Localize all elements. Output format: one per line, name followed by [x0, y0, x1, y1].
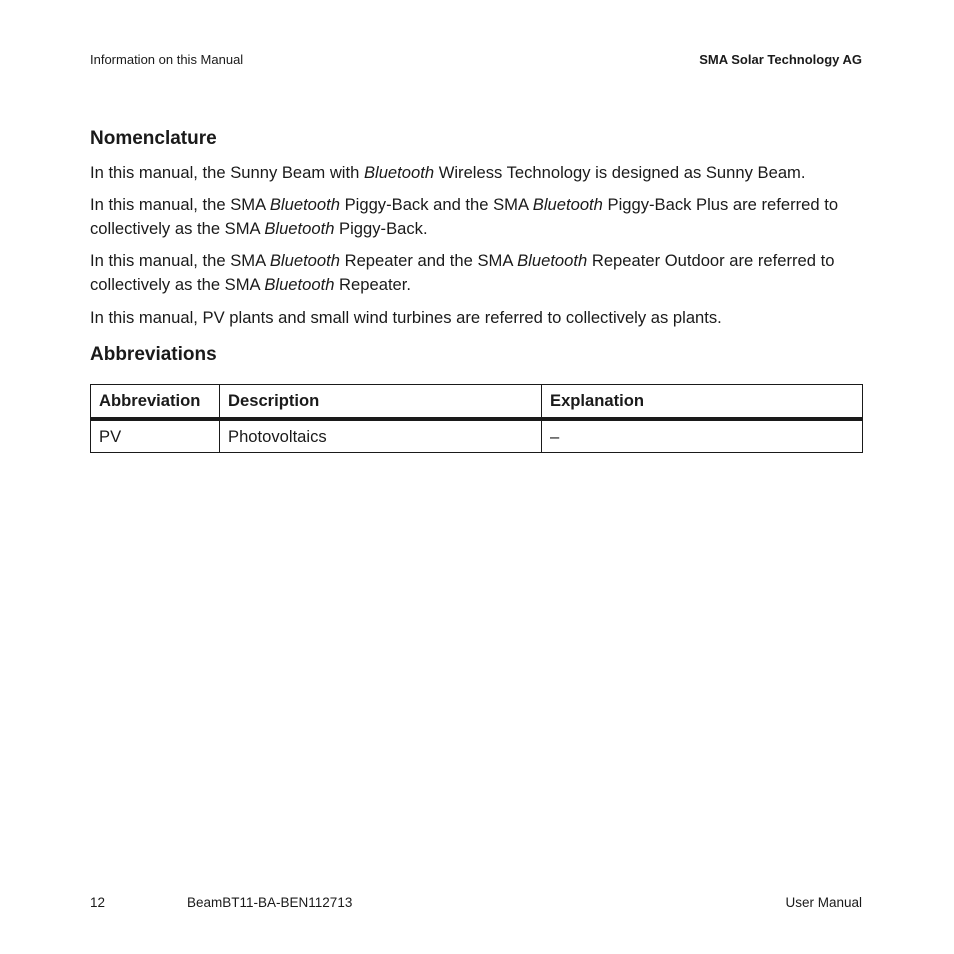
cell-abbreviation: PV	[91, 419, 220, 453]
table-header-row	[91, 385, 863, 420]
nomenclature-paragraph-2: In this manual, the SMA Bluetooth Piggy-Back and the SMA Bluetooth Piggy-Back Plus are referred to collectively as the SMA Bluetooth Piggy-Back.	[90, 195, 839, 238]
footer-document-id: BeamBT11-BA-BEN112713	[187, 895, 353, 910]
cell-explanation: –	[542, 419, 863, 453]
nomenclature-paragraph-1: In this manual, the Sunny Beam with Bluetooth Wireless Technology is designed as Sunny Beam.	[90, 163, 806, 182]
abbreviations-table	[90, 384, 863, 453]
header-section-title: Information on this Manual	[90, 52, 244, 67]
nomenclature-heading: Nomenclature	[90, 128, 217, 149]
column-header-explanation: Explanation	[542, 385, 863, 420]
column-header-description: Description	[220, 385, 542, 420]
header-company-name: SMA Solar Technology AG	[699, 52, 862, 67]
footer-document-type: User Manual	[785, 895, 862, 910]
table-row	[91, 419, 863, 453]
footer-page-number: 12	[90, 895, 106, 910]
nomenclature-paragraph-3: In this manual, the SMA Bluetooth Repeater and the SMA Bluetooth Repeater Outdoor are referred to collectively as the SMA Bluetooth Repeater.	[90, 251, 835, 294]
column-header-abbreviation: Abbreviation	[91, 385, 220, 420]
abbreviations-heading: Abbreviations	[90, 344, 217, 365]
nomenclature-paragraph-4: In this manual, PV plants and small wind turbines are referred to collectively as plants.	[90, 308, 722, 327]
cell-description: Photovoltaics	[220, 419, 542, 453]
